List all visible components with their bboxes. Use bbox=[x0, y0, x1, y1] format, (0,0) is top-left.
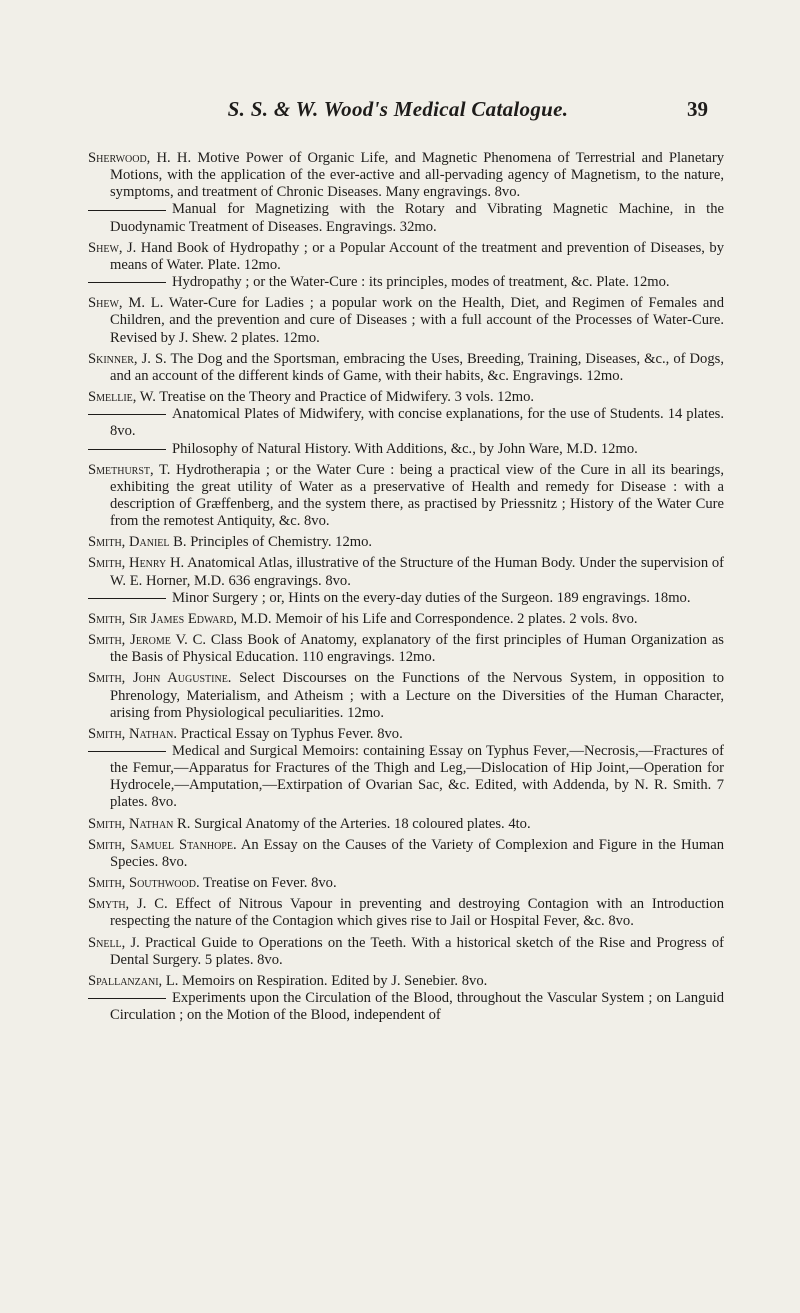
entry-text: An Essay on the Causes of the Variety of Complexion and Figure in the Human Species. 8vo. bbox=[110, 836, 724, 870]
entry-author: Smith, Nathan R. bbox=[88, 815, 191, 832]
entry-text: Anatomical Plates of Midwifery, with concise explanations, for the use of Students. 14 plates. 8vo. bbox=[110, 406, 724, 440]
catalogue-entry bbox=[88, 875, 724, 892]
catalogue-entry bbox=[88, 274, 724, 291]
entry-author: Smith, Sir James Edward, M.D. bbox=[88, 610, 272, 627]
entry-text: Hand Book of Hydropathy ; or a Popular Account of the treatment and prevention of Diseases, by means of Water. Plate. 12mo. bbox=[110, 239, 725, 273]
entry-text: Water-Cure for Ladies ; a popular work on the Health, Diet, and Regimen of Females and Children, and the prevention and cure of Diseases ; with a full account of the Processes of Water-Cure. Revised by J. Shew. 2 plates. 12mo. bbox=[110, 295, 724, 346]
catalogue-entry bbox=[88, 816, 724, 833]
entry-author: Shew, J. bbox=[88, 239, 137, 256]
entry-author: Smith, John Augustine. bbox=[88, 670, 232, 687]
entry-author: Snell, J. bbox=[88, 934, 140, 951]
catalogue-entry bbox=[88, 743, 724, 812]
ditto-rule bbox=[88, 751, 166, 752]
entry-author: Spallanzani, L. bbox=[88, 972, 179, 989]
catalogue-entry bbox=[88, 150, 724, 201]
entry-text: Hydropathy ; or the Water-Cure : its principles, modes of treatment, &c. Plate. 12mo. bbox=[172, 274, 670, 291]
entry-author: Smith, Henry H. bbox=[88, 555, 185, 572]
catalogue-entry bbox=[88, 462, 724, 531]
catalogue-entries bbox=[88, 150, 724, 1028]
page-number: 39 bbox=[687, 97, 708, 121]
entry-author: Smyth, J. C. bbox=[88, 896, 168, 913]
catalogue-entry bbox=[88, 973, 724, 990]
catalogue-entry bbox=[88, 406, 724, 440]
catalogue-entry bbox=[88, 351, 724, 385]
entry-text: Treatise on the Theory and Practice of Midwifery. 3 vols. 12mo. bbox=[159, 389, 535, 406]
catalogue-entry bbox=[88, 670, 724, 721]
catalogue-entry bbox=[88, 389, 724, 406]
catalogue-entry bbox=[88, 611, 724, 628]
entry-author: Sherwood, H. H. bbox=[88, 150, 192, 166]
catalogue-entry bbox=[88, 555, 724, 589]
entry-text: Hydrotherapia ; or the Water Cure : being a practical view of the Cure in all its bearings, exhibiting the great utility of Water as a preservative of Health and remedy for Disease : with a description of Græffenberg, and the system there, as practised by Priessnitz ; History of the Water Cure from the remotest Antiquity, &c. 8vo. bbox=[110, 461, 724, 530]
entry-text: Memoir of his Life and Correspondence. 2 plates. 2 vols. 8vo. bbox=[275, 610, 638, 627]
catalogue-entry bbox=[88, 935, 724, 969]
entry-text: Memoirs on Respiration. Edited by J. Senebier. 8vo. bbox=[182, 972, 488, 989]
ditto-rule bbox=[88, 282, 166, 283]
entry-text: Medical and Surgical Memoirs: containing Essay on Typhus Fever,—Necrosis,—Fractures of the Femur,—Apparatus for Fractures of the Thigh and Leg,—Dislocation of Hip Joint,—Operation for Hydrocele,—Amputation,—Extirpation of Ovarian Sac, &c. Edited, with Addenda, by N. R. Smith. 7 plates. 8vo. bbox=[110, 743, 724, 811]
entry-author: Smith, Jerome V. C. bbox=[88, 632, 207, 649]
entry-author: Skinner, J. S. bbox=[88, 350, 167, 367]
entry-text: Select Discourses on the Functions of the Nervous System, in opposition to Phrenology, Materialism, and Atheism ; with a Lecture on the Diversities of the Human Character, arising from Physiological peculiarities. 12mo. bbox=[110, 670, 724, 721]
catalogue-entry bbox=[88, 295, 724, 346]
entry-author: Smith, Nathan. bbox=[88, 725, 178, 742]
entry-text: Manual for Magnetizing with the Rotary and Vibrating Magnetic Machine, in the Duodynamic Treatment of Diseases. Engravings. 32mo. bbox=[110, 201, 724, 235]
entry-text: Principles of Chemistry. 12mo. bbox=[190, 534, 373, 551]
entry-text: Practical Guide to Operations on the Teeth. With a historical sketch of the Rise and Progress of Dental Surgery. 5 plates. 8vo. bbox=[110, 934, 725, 968]
catalogue-entry bbox=[88, 534, 724, 551]
entry-author: Smith, Samuel Stanhope. bbox=[88, 836, 237, 853]
catalogue-entry bbox=[88, 990, 724, 1024]
entry-author: Smith, Southwood. bbox=[88, 875, 200, 892]
entry-text: Surgical Anatomy of the Arteries. 18 coloured plates. 4to. bbox=[194, 815, 531, 832]
catalogue-entry bbox=[88, 590, 724, 607]
entry-author: Smethurst, T. bbox=[88, 461, 171, 478]
entry-author: Smith, Daniel B. bbox=[88, 534, 187, 551]
catalogue-entry bbox=[88, 726, 724, 743]
ditto-rule bbox=[88, 414, 166, 415]
running-header bbox=[88, 97, 708, 127]
entry-author: Smellie, W. bbox=[88, 389, 156, 406]
entry-text: Anatomical Atlas, illustrative of the Structure of the Human Body. Under the supervision of W. E. Horner, M.D. 636 engravings. 8vo. bbox=[110, 555, 725, 589]
entry-text: Philosophy of Natural History. With Additions, &c., by John Ware, M.D. 12mo. bbox=[172, 440, 638, 457]
entry-text: Minor Surgery ; or, Hints on the every-day duties of the Surgeon. 189 engravings. 18mo. bbox=[172, 589, 691, 606]
catalogue-entry bbox=[88, 240, 724, 274]
entry-text: Treatise on Fever. 8vo. bbox=[203, 875, 337, 892]
catalogue-entry bbox=[88, 896, 724, 930]
entry-text: The Dog and the Sportsman, embracing the Uses, Breeding, Training, Diseases, &c., of Dogs, and an account of the different kinds of Game, with their habits, &c. Engravings. 12mo. bbox=[110, 350, 724, 384]
catalogue-entry bbox=[88, 632, 724, 666]
catalogue-entry bbox=[88, 837, 724, 871]
ditto-rule bbox=[88, 210, 166, 211]
entry-text: Effect of Nitrous Vapour in preventing and destroying Contagion with an Introduction respecting the nature of the Contagion which gives rise to Jail or Hospital Fever, &c. 8vo. bbox=[110, 896, 724, 930]
entry-text: Practical Essay on Typhus Fever. 8vo. bbox=[180, 725, 403, 742]
entry-author: Shew, M. L. bbox=[88, 295, 164, 312]
catalogue-entry bbox=[88, 201, 724, 235]
ditto-rule bbox=[88, 598, 166, 599]
ditto-rule bbox=[88, 998, 166, 999]
entry-text: Class Book of Anatomy, explanatory of the first principles of Human Organization as the Basis of Physical Education. 110 engravings. 12mo. bbox=[110, 632, 724, 666]
entry-text: Experiments upon the Circulation of the Blood, throughout the Vascular System ; on Languid Circulation ; on the Motion of the Blood, independent of bbox=[110, 990, 724, 1024]
running-title: S. S. & W. Wood's Medical Catalogue. bbox=[227, 97, 569, 121]
ditto-rule bbox=[88, 449, 166, 450]
entry-text: Motive Power of Organic Life, and Magnetic Phenomena of Terrestrial and Planetary Motions, with the application of the ever-active and all-pervading agency of Magnetism, to the nature, symptoms, and treatment of Chronic Diseases. Many engravings. 8vo. bbox=[110, 150, 724, 201]
catalogue-entry bbox=[88, 441, 724, 458]
